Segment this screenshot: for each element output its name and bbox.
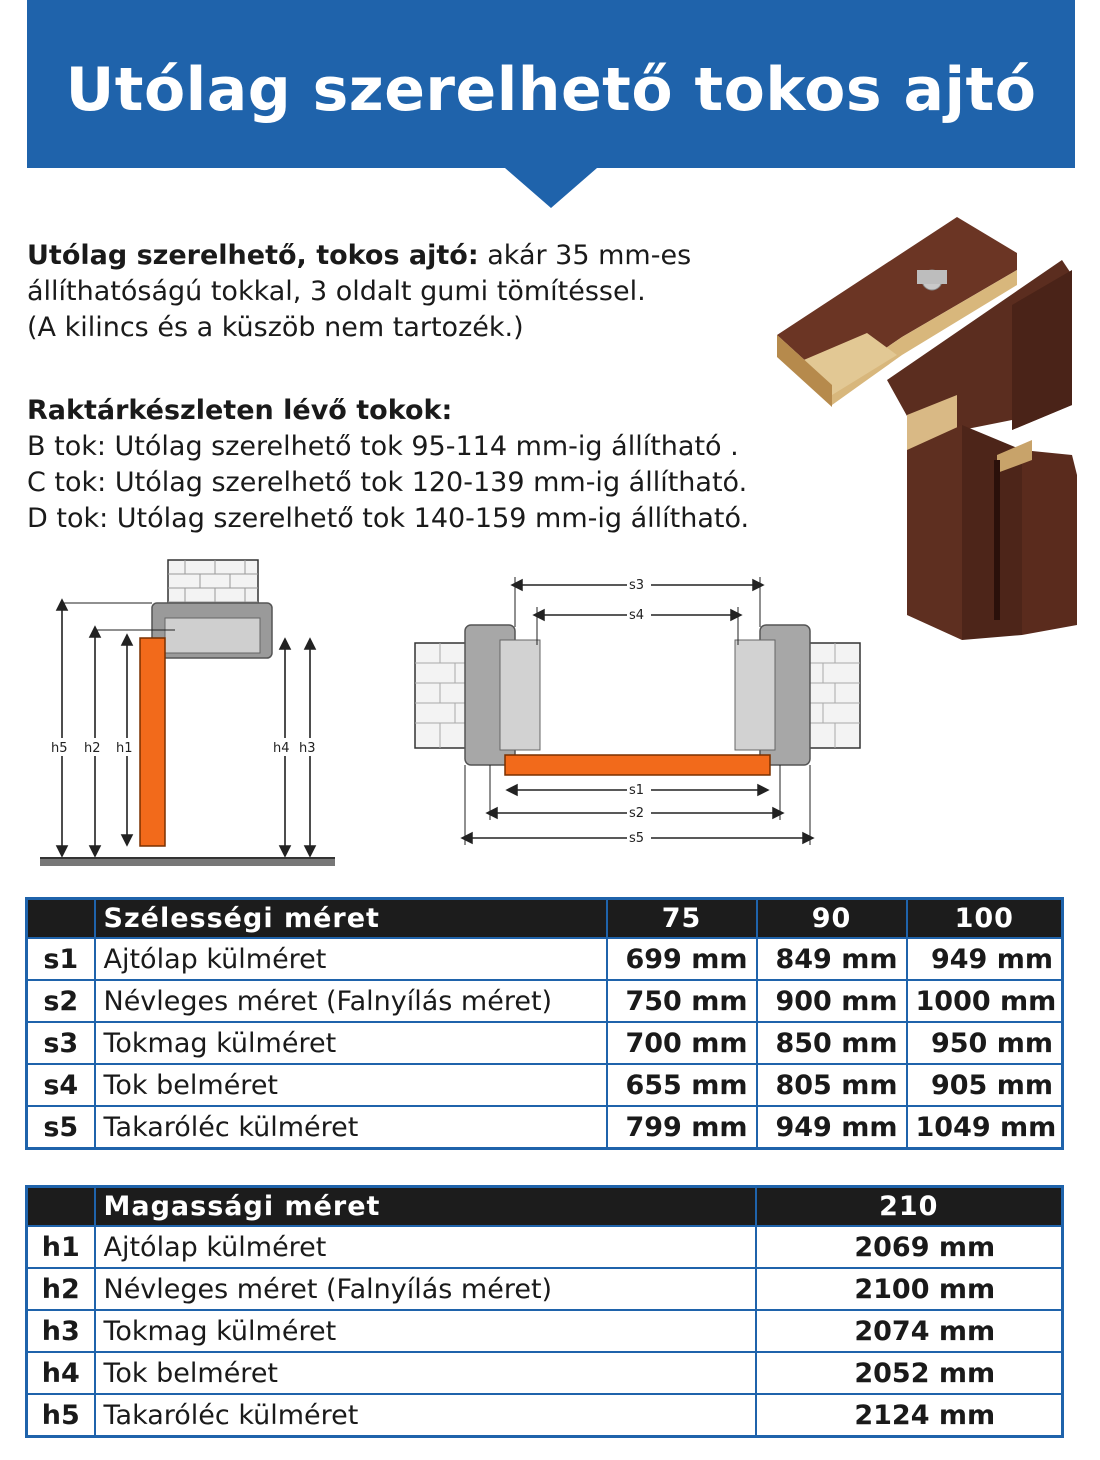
label-s4: s4	[629, 608, 645, 623]
row-value: 799 mm	[607, 1106, 757, 1149]
row-value: 2124 mm	[756, 1394, 1063, 1437]
row-code: h4	[27, 1352, 95, 1394]
row-label: Tok belméret	[95, 1352, 756, 1394]
row-value: 2052 mm	[756, 1352, 1063, 1394]
row-value: 1049 mm	[907, 1106, 1063, 1149]
row-value: 655 mm	[607, 1064, 757, 1106]
row-value: 699 mm	[607, 938, 757, 980]
table-row	[27, 1064, 1063, 1106]
header-cell-75: 75	[607, 899, 757, 939]
row-value: 900 mm	[757, 980, 907, 1022]
stock-item-d: D tok: Utólag szerelhető tok 140-159 mm-ig állítható.	[27, 503, 750, 534]
row-value: 805 mm	[757, 1064, 907, 1106]
row-label: Névleges méret (Falnyílás méret)	[95, 980, 607, 1022]
table-row	[27, 1394, 1063, 1437]
row-value: 905 mm	[907, 1064, 1063, 1106]
row-code: s5	[27, 1106, 95, 1149]
table-row	[27, 938, 1063, 980]
label-h2: h2	[84, 741, 101, 756]
header-cell-100: 100	[907, 899, 1063, 939]
label-h5: h5	[51, 741, 68, 756]
stock-list	[27, 393, 857, 537]
row-label: Tokmag külméret	[95, 1310, 756, 1352]
row-label: Tokmag külméret	[95, 1022, 607, 1064]
header-cell-label: Szélességi méret	[95, 899, 607, 939]
row-value: 2074 mm	[756, 1310, 1063, 1352]
row-code: s3	[27, 1022, 95, 1064]
row-value: 950 mm	[907, 1022, 1063, 1064]
intro-lead-rest: akár 35 mm-es	[478, 240, 692, 271]
table-row	[27, 1226, 1063, 1268]
row-label: Takaróléc külméret	[95, 1394, 756, 1437]
page-title: Utólag szerelhető tokos ajtó	[65, 55, 1037, 125]
label-h4: h4	[273, 741, 290, 756]
stock-item-c: C tok: Utólag szerelhető tok 120-139 mm-ig állítható.	[27, 467, 748, 498]
row-value: 2100 mm	[756, 1268, 1063, 1310]
header-cell-210: 210	[756, 1187, 1063, 1227]
row-value: 850 mm	[757, 1022, 907, 1064]
row-value: 750 mm	[607, 980, 757, 1022]
row-label: Ajtólap külméret	[95, 938, 607, 980]
table-header-row	[27, 1187, 1063, 1227]
intro-text	[27, 238, 857, 346]
row-code: h3	[27, 1310, 95, 1352]
row-value: 949 mm	[757, 1106, 907, 1149]
row-code: s4	[27, 1064, 95, 1106]
row-value: 700 mm	[607, 1022, 757, 1064]
height-dimensions-table	[25, 1185, 1064, 1438]
label-s2: s2	[629, 806, 645, 821]
width-dimensions-table	[25, 897, 1064, 1150]
row-code: h2	[27, 1268, 95, 1310]
stock-item-b: B tok: Utólag szerelhető tok 95-114 mm-ig állítható .	[27, 431, 739, 462]
row-code: h1	[27, 1226, 95, 1268]
row-code: h5	[27, 1394, 95, 1437]
header-cell-90: 90	[757, 899, 907, 939]
header-cell-code	[27, 899, 95, 939]
title-banner	[27, 0, 1075, 212]
table-header-row	[27, 899, 1063, 939]
label-s3: s3	[629, 578, 645, 593]
table-row	[27, 980, 1063, 1022]
header-cell-code	[27, 1187, 95, 1227]
intro-line-2: állíthatóságú tokkal, 3 oldalt gumi tömítéssel.	[27, 276, 646, 307]
stock-heading: Raktárkészleten lévő tokok:	[27, 395, 453, 426]
row-value: 2069 mm	[756, 1226, 1063, 1268]
row-value: 949 mm	[907, 938, 1063, 980]
row-code: s2	[27, 980, 95, 1022]
label-h1: h1	[116, 741, 133, 756]
row-value: 1000 mm	[907, 980, 1063, 1022]
intro-line-3: (A kilincs és a küszöb nem tartozék.)	[27, 312, 524, 343]
row-label: Tok belméret	[95, 1064, 607, 1106]
table-row	[27, 1310, 1063, 1352]
intro-lead-bold: Utólag szerelhető, tokos ajtó:	[27, 240, 479, 271]
label-s5: s5	[629, 831, 645, 846]
table-row	[27, 1352, 1063, 1394]
row-label: Névleges méret (Falnyílás méret)	[95, 1268, 756, 1310]
table-row	[27, 1106, 1063, 1149]
header-cell-label: Magassági méret	[95, 1187, 756, 1227]
label-s1: s1	[629, 783, 645, 798]
row-label: Ajtólap külméret	[95, 1226, 756, 1268]
label-h3: h3	[299, 741, 316, 756]
row-value: 849 mm	[757, 938, 907, 980]
row-label: Takaróléc külméret	[95, 1106, 607, 1149]
row-code: s1	[27, 938, 95, 980]
table-row	[27, 1022, 1063, 1064]
table-row	[27, 1268, 1063, 1310]
height-section-diagram	[35, 558, 340, 878]
width-section-diagram	[405, 565, 865, 860]
